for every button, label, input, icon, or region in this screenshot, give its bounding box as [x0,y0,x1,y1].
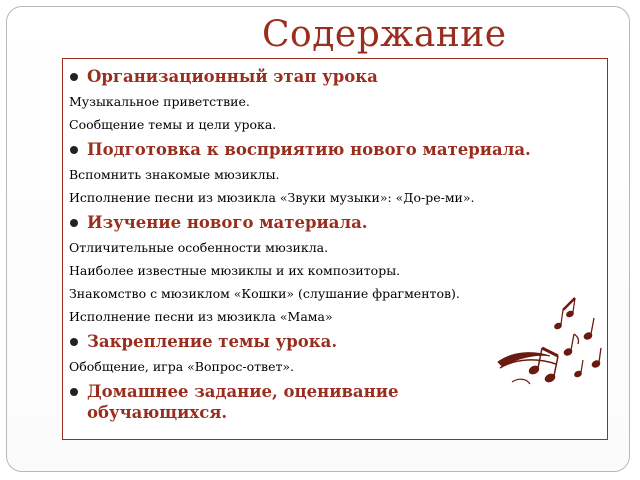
section-heading [68,139,608,160]
list-item: Сообщение темы и цели урока. [69,117,277,132]
list-item: Исполнение песни из мюзикла «Мама» [69,309,333,324]
list-item: Исполнение песни из мюзикла «Звуки музыки»: «До-ре-ми». [69,190,475,205]
music-notes-icon [492,292,610,404]
bullet-icon [70,388,78,396]
bullet-icon [70,219,78,227]
section-heading-text: Изучение нового материала. [87,213,368,232]
list-item: Отличительные особенности мюзикла. [69,240,329,255]
section-heading [68,212,608,233]
section-heading-text: Домашнее задание, оценивание обучающихся. [87,382,399,422]
section-heading-text: Закрепление темы урока. [87,332,338,351]
list-item: Вспомнить знакомые мюзиклы. [69,167,280,182]
list-item: Знакомство с мюзиклом «Кошки» (слушание фрагментов). [69,286,460,301]
bullet-icon [70,73,78,81]
list-item: Музыкальное приветствие. [69,94,250,109]
bullet-icon [70,146,78,154]
section-heading-text: Подготовка к восприятию нового материала. [87,140,531,159]
section-heading [68,66,608,87]
bullet-icon [70,338,78,346]
list-item: Наиболее известные мюзиклы и их композиторы. [69,263,401,278]
section-heading-text: Организационный этап урока [87,67,378,86]
slide-title: Содержание [262,14,507,55]
list-item: Обобщение, игра «Вопрос-ответ». [69,359,295,374]
section-heading [68,381,467,423]
